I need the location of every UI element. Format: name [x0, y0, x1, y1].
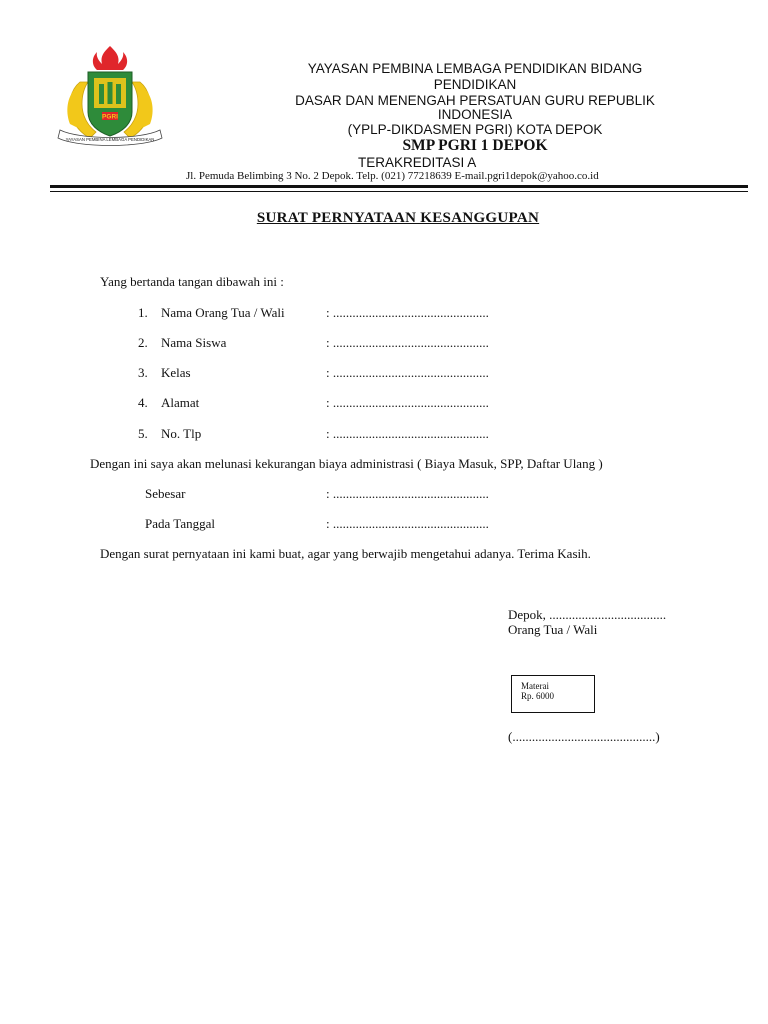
- letterhead-foundation-line-4: INDONESIA: [437, 107, 513, 122]
- letterhead-foundation-line-2: PENDIDIKAN: [433, 77, 517, 92]
- intro-text: Yang bertanda tangan dibawah ini :: [100, 274, 284, 289]
- document-title: SURAT PERNYATAAN KESANGGUPAN: [256, 210, 540, 226]
- signature-name-line[interactable]: (............................................): [508, 729, 660, 744]
- field-blank-address[interactable]: : ................................................: [326, 395, 489, 410]
- field-label-phone: No. Tlp: [161, 426, 202, 441]
- field-number: 2.: [138, 335, 148, 350]
- field-label-student-name: Nama Siswa: [161, 335, 227, 350]
- field-label-address: Alamat: [161, 395, 200, 410]
- field-label-amount: Sebesar: [145, 486, 186, 501]
- logo-ribbon-text: YAYASAN PEMBINA LEMBAGA PENDIDIKAN: [65, 137, 155, 142]
- stamp-duty-label: Materai: [521, 681, 549, 691]
- field-blank-student-name[interactable]: : ................................................: [326, 335, 489, 350]
- field-blank-amount[interactable]: : ................................................: [326, 486, 489, 501]
- field-blank-date[interactable]: : ................................................: [326, 516, 489, 531]
- field-label-date: Pada Tanggal: [145, 516, 215, 531]
- letterhead-foundation-line-5: (YPLP-DIKDASMEN PGRI) KOTA DEPOK: [347, 122, 603, 137]
- school-name: SMP PGRI 1 DEPOK: [402, 137, 548, 154]
- field-blank-phone[interactable]: : ................................................: [326, 426, 489, 441]
- letterhead-foundation-line-3: DASAR DAN MENENGAH PERSATUAN GURU REPUBLIK: [295, 93, 655, 108]
- field-blank-class[interactable]: : ................................................: [326, 365, 489, 380]
- field-label-class: Kelas: [161, 365, 191, 380]
- field-number: 4.: [138, 395, 148, 410]
- signature-place-date[interactable]: Depok, ....................................: [508, 607, 667, 622]
- accreditation: TERAKREDITASI A: [358, 155, 477, 170]
- field-label-parent-name: Nama Orang Tua / Wali: [161, 305, 285, 320]
- letterhead-divider-thick: [50, 185, 748, 188]
- letterhead-foundation-line-1: YAYASAN PEMBINA LEMBAGA PENDIDIKAN BIDANG: [307, 61, 643, 76]
- field-number: 5.: [138, 426, 148, 441]
- logo-emblem-text: PGRI: [102, 113, 118, 121]
- field-number: 3.: [138, 365, 148, 380]
- school-address: Jl. Pemuda Belimbing 3 No. 2 Depok. Telp. (021) 77218639 E-mail.pgri1depok@yahoo.co.id: [186, 170, 599, 182]
- closing-text: Dengan surat pernyataan ini kami buat, agar yang berwajib mengetahui adanya. Terima Kasih.: [100, 546, 591, 561]
- field-number: 1.: [138, 305, 148, 320]
- signature-role: Orang Tua / Wali: [508, 622, 598, 637]
- letterhead-divider-thin: [50, 191, 748, 192]
- stamp-duty-box: [511, 675, 595, 713]
- pgri-logo: [50, 42, 170, 154]
- stamp-duty-amount: Rp. 6000: [521, 691, 555, 701]
- field-blank-parent-name[interactable]: : ................................................: [326, 305, 489, 320]
- statement-text: Dengan ini saya akan melunasi kekurangan biaya administrasi ( Biaya Masuk, SPP, Daftar Ulang ): [90, 456, 603, 471]
